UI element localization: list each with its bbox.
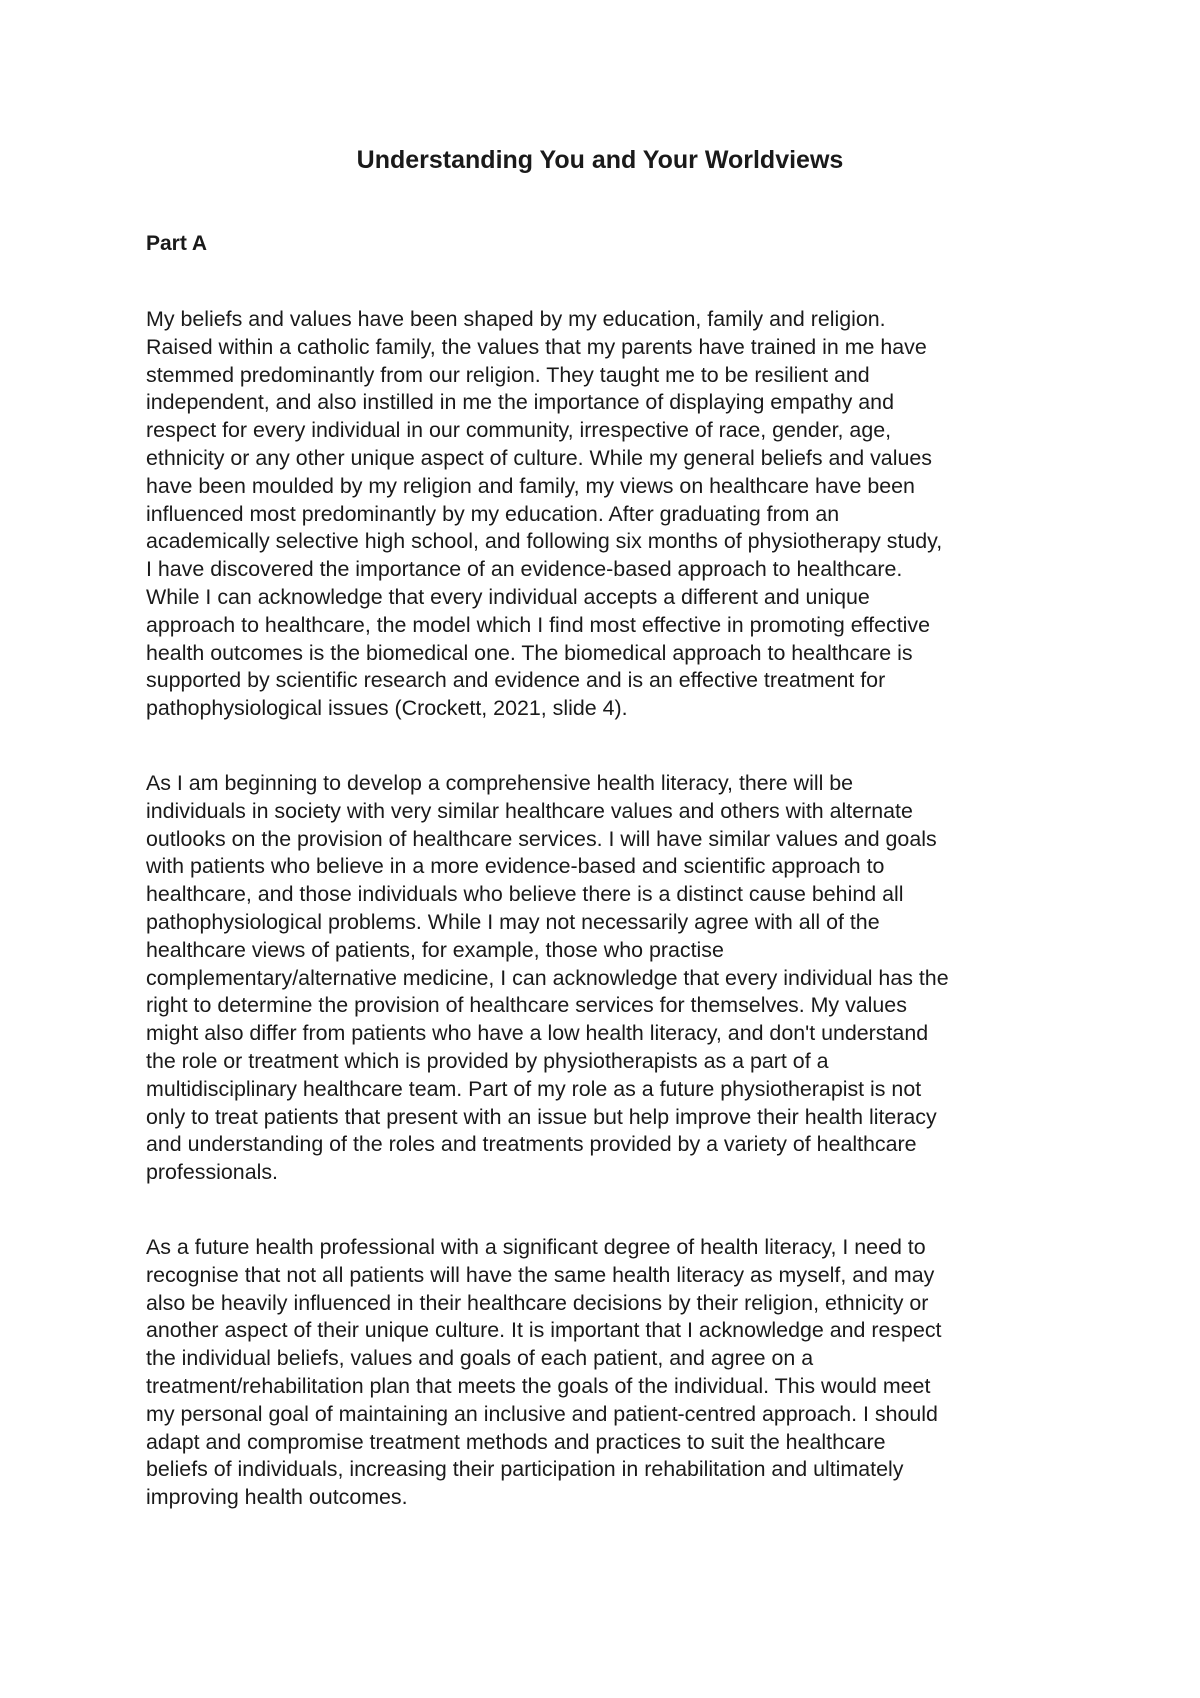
text-line: respect for every individual in our community, irrespective of race, gender, age, (146, 418, 892, 443)
text-line: individuals in society with very similar healthcare values and others with alternate (146, 798, 913, 823)
text-line: recognise that not all patients will have the same health literacy as myself, and may (146, 1262, 935, 1287)
text-line: stemmed predominantly from our religion. They taught me to be resilient and (146, 362, 870, 387)
paragraph-future-professional (146, 1234, 1076, 1512)
text-line: treatment/rehabilitation plan that meets the goals of the individual. This would meet (146, 1373, 931, 1398)
text-line: only to treat patients that present with an issue but help improve their health literacy (146, 1104, 937, 1129)
document-title: Understanding You and Your Worldviews (356, 146, 844, 174)
text-line: While I can acknowledge that every individual accepts a different and unique (146, 584, 870, 609)
text-line: improving health outcomes. (146, 1485, 408, 1510)
text-line: independent, and also instilled in me the importance of displaying empathy and (146, 390, 894, 415)
text-line: health outcomes is the biomedical one. The biomedical approach to healthcare is (146, 640, 913, 665)
text-line: multidisciplinary healthcare team. Part of my role as a future physiotherapist is not (146, 1076, 922, 1101)
text-line: influenced most predominantly by my education. After graduating from an (146, 501, 840, 526)
text-line: might also differ from patients who have a low health literacy, and don't understand (146, 1021, 929, 1046)
text-line: pathophysiological issues (Crockett, 2021, slide 4). (146, 696, 628, 721)
text-line: have been moulded by my religion and family, my views on healthcare have been (146, 473, 915, 498)
text-line: My beliefs and values have been shaped by my education, family and religion. (146, 307, 886, 331)
text-line: also be heavily influenced in their healthcare decisions by their religion, ethnicity or (146, 1290, 929, 1315)
text-line: and understanding of the roles and treatments provided by a variety of healthcare (146, 1132, 917, 1157)
text-line: I have discovered the importance of an evidence-based approach to healthcare. (146, 557, 903, 582)
text-line: my personal goal of maintaining an inclusive and patient-centred approach. I should (146, 1401, 938, 1426)
text-line: outlooks on the provision of healthcare services. I will have similar values and goals (146, 826, 937, 851)
text-line: healthcare views of patients, for example, those who practise (146, 937, 724, 962)
paragraph-beliefs-values (146, 306, 1076, 723)
text-line: ethnicity or any other unique aspect of culture. While my general beliefs and values (146, 445, 932, 470)
text-line: right to determine the provision of healthcare services for themselves. My values (146, 993, 907, 1018)
text-line: beliefs of individuals, increasing their participation in rehabilitation and ultimately (146, 1457, 904, 1482)
text-line: another aspect of their unique culture. It is important that I acknowledge and respect (146, 1318, 942, 1343)
text-line: Raised within a catholic family, the values that my parents have trained in me have (146, 334, 927, 359)
text-line: complementary/alternative medicine, I can acknowledge that every individual has the (146, 965, 949, 990)
text-line: adapt and compromise treatment methods and practices to suit the healthcare (146, 1429, 886, 1454)
text-line: professionals. (146, 1160, 278, 1185)
text-line: healthcare, and those individuals who believe there is a distinct cause behind all (146, 882, 904, 907)
text-line: supported by scientific research and evidence and is an effective treatment for (146, 668, 886, 693)
text-line: pathophysiological problems. While I may not necessarily agree with all of the (146, 909, 880, 934)
text-line: with patients who believe in a more evidence-based and scientific approach to (146, 854, 885, 879)
text-line: approach to healthcare, the model which I find most effective in promoting effective (146, 612, 930, 637)
section-heading: Part A (146, 232, 208, 255)
paragraph-health-literacy (146, 770, 1076, 1187)
text-line: the individual beliefs, values and goals of each patient, and agree on a (146, 1346, 814, 1371)
text-line: academically selective high school, and following six months of physiotherapy study, (146, 529, 943, 554)
text-line: the role or treatment which is provided by physiotherapists as a part of a (146, 1048, 829, 1073)
text-line: As I am beginning to develop a comprehensive health literacy, there will be (146, 771, 854, 795)
text-line: As a future health professional with a significant degree of health literacy, I need to (146, 1235, 926, 1259)
